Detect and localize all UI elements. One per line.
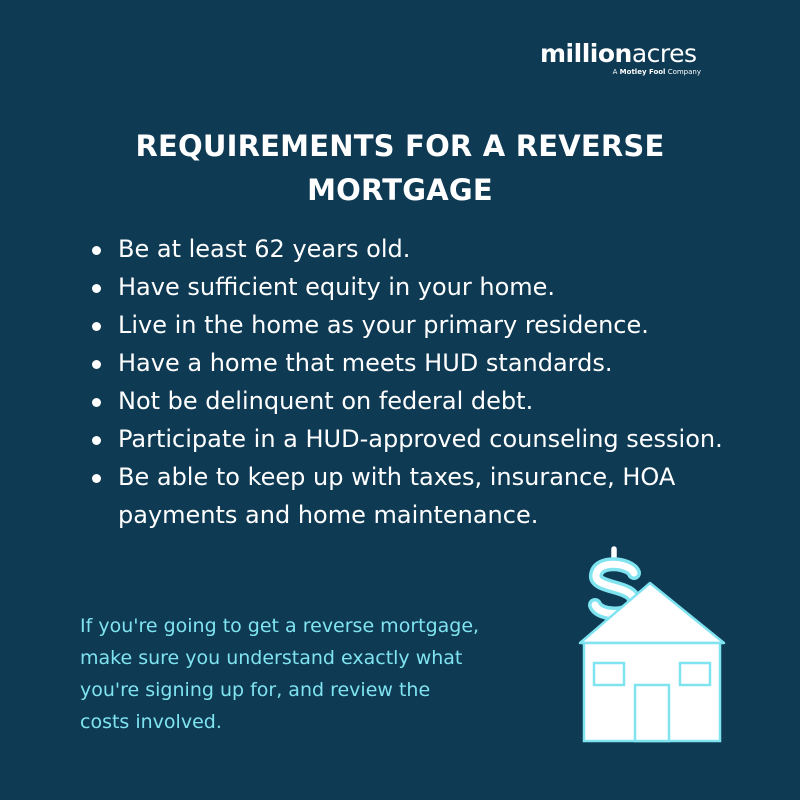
advice-note: If you're going to get a reverse mortgage, make sure you understand exactly what you're signing up for, and review the costs involved. xyxy=(80,615,480,733)
logo-wordmark xyxy=(540,40,705,68)
logo-tagline-prefix: A xyxy=(612,68,620,76)
bullet-icon xyxy=(92,436,101,445)
requirement-text: Have a home that meets HUD standards. xyxy=(118,349,613,377)
logo-tagline xyxy=(540,68,701,77)
requirement-item xyxy=(90,420,740,458)
requirement-text: Be at least 62 years old. xyxy=(118,235,411,263)
page-title: REQUIREMENTS FOR A REVERSE MORTGAGE xyxy=(135,129,665,207)
requirement-item xyxy=(90,268,740,306)
logo-part-acres: acres xyxy=(631,39,697,68)
requirement-text: Live in the home as your primary residence. xyxy=(118,311,649,339)
requirement-item xyxy=(90,306,740,344)
house-window-left xyxy=(594,663,624,685)
bullet-icon xyxy=(92,398,101,407)
requirement-text: Be able to keep up with taxes, insurance, HOA payments and home maintenance. xyxy=(118,463,676,529)
house-dollar-icon xyxy=(578,545,728,745)
bullet-icon xyxy=(92,284,101,293)
requirement-text: Participate in a HUD-approved counseling session. xyxy=(118,425,723,453)
bullet-icon xyxy=(92,474,101,483)
requirement-item xyxy=(90,382,740,420)
requirement-item xyxy=(90,458,740,534)
logo-part-million: million xyxy=(540,39,632,68)
logo-tagline-suffix: Company xyxy=(665,68,701,76)
requirement-item xyxy=(90,344,740,382)
logo-tagline-brand: Motley Fool xyxy=(619,68,666,76)
requirement-item xyxy=(90,230,740,268)
requirement-text: Not be delinquent on federal debt. xyxy=(118,387,534,415)
bullet-icon xyxy=(92,246,101,255)
bullet-icon xyxy=(92,360,101,369)
requirements-list xyxy=(90,230,740,534)
bullet-icon xyxy=(92,322,101,331)
house-door xyxy=(635,685,669,741)
requirement-text: Have sufficient equity in your home. xyxy=(118,273,556,301)
millionacres-logo xyxy=(540,40,705,77)
house-window-right xyxy=(680,663,710,685)
